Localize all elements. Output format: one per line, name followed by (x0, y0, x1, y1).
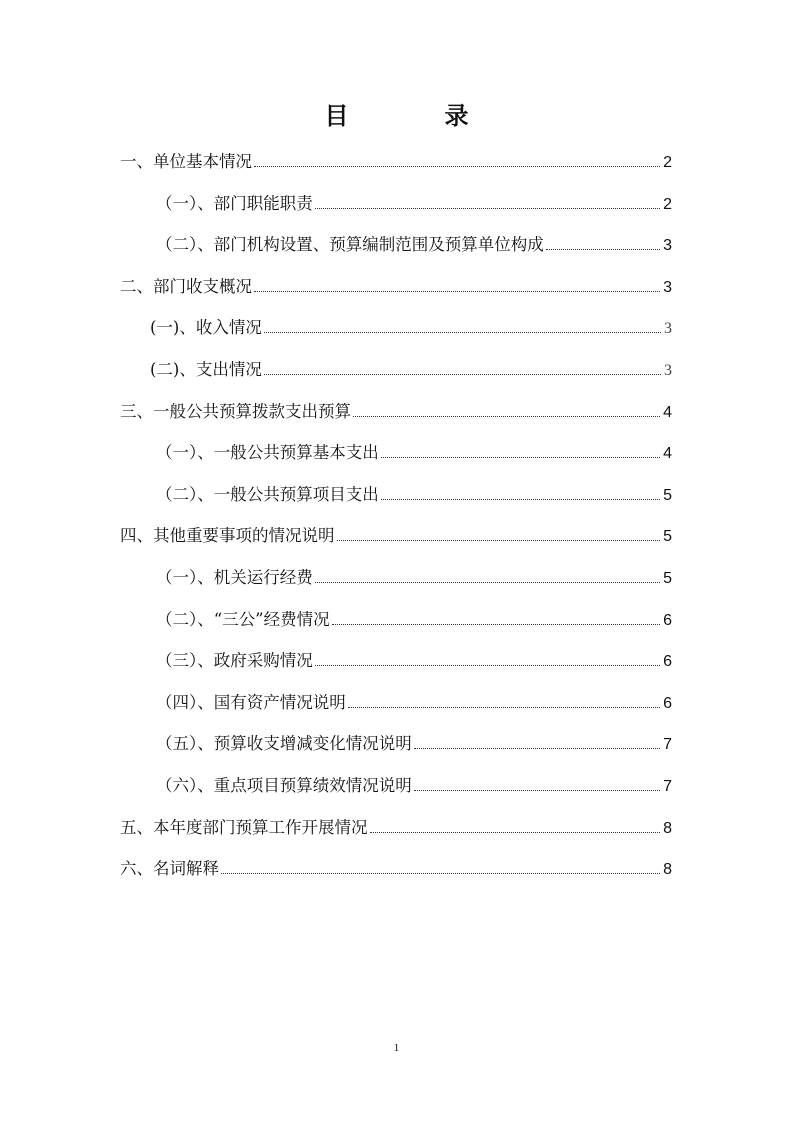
toc-entry-text: 五、本年度部门预算工作开展情况 (120, 817, 368, 837)
toc-entry-page: 4 (663, 403, 672, 421)
toc-dot-leader (370, 832, 661, 833)
toc-dot-leader (353, 416, 660, 417)
toc-dot-leader (546, 249, 660, 250)
toc-entry-other-matters[interactable] (120, 518, 672, 560)
toc-dot-leader (254, 291, 660, 292)
toc-entry-page: 5 (663, 569, 672, 587)
toc-entry-basic-expenditure[interactable] (156, 435, 672, 477)
toc-dot-leader (315, 208, 660, 209)
toc-title: 目 录 (324, 101, 505, 130)
toc-dot-leader (348, 707, 660, 708)
toc-entry-general-budget-expenditure[interactable] (120, 394, 672, 436)
toc-entry-text: （四）、国有资产情况说明 (156, 692, 346, 712)
toc-dot-leader (381, 499, 660, 500)
toc-entry-government-procurement[interactable] (156, 643, 672, 685)
toc-dot-leader (254, 166, 660, 167)
toc-dot-leader (381, 457, 660, 458)
toc-entry-text: 一、单位基本情况 (120, 152, 252, 171)
toc-entry-text: （二）、一般公共预算项目支出 (156, 484, 379, 504)
toc-entry-text: （一）、一般公共预算基本支出 (156, 443, 379, 463)
toc-entry-page: 6 (663, 694, 672, 712)
toc-entry-page: 3 (664, 361, 672, 379)
toc-entry-text: 六、名词解释 (120, 859, 219, 879)
toc-entry-text: （一）、机关运行经费 (156, 567, 313, 587)
toc-dot-leader (337, 540, 661, 541)
toc-entry-unit-basic-info[interactable] (120, 144, 672, 186)
toc-entry-glossary[interactable] (120, 851, 672, 893)
toc-entry-text: （六）、重点项目预算绩效情况说明 (156, 775, 412, 795)
toc-dot-leader (315, 582, 660, 583)
toc-entry-key-project-performance[interactable] (156, 768, 672, 810)
toc-entry-text: （二）、“三公”经费情况 (156, 609, 330, 629)
toc-entry-text: （二）、部门机构设置、预算编制范围及预算单位构成 (156, 235, 544, 255)
toc-list (0, 144, 793, 893)
toc-entry-page: 6 (663, 611, 672, 629)
toc-entry-expenditure[interactable] (150, 352, 672, 394)
toc-entry-budget-changes[interactable] (156, 726, 672, 768)
toc-entry-state-assets[interactable] (156, 685, 672, 727)
toc-dot-leader (221, 873, 660, 874)
toc-entry-page: 5 (663, 528, 672, 546)
toc-entry-page: 3 (663, 237, 672, 255)
toc-entry-text: （一）、部门职能职责 (156, 193, 313, 213)
toc-entry-text: （三）、政府采购情况 (156, 651, 313, 671)
toc-dot-leader (264, 332, 661, 333)
toc-entry-revenue-expenditure-overview[interactable] (120, 269, 672, 311)
toc-entry-text: 四、其他重要事项的情况说明 (120, 526, 335, 546)
toc-entry-department-structure[interactable] (156, 227, 672, 269)
toc-entry-page: 3 (664, 320, 672, 338)
toc-entry-page: 7 (663, 777, 672, 795)
toc-entry-page: 8 (663, 819, 672, 837)
toc-entry-operating-expenses[interactable] (156, 560, 672, 602)
toc-entry-page: 7 (663, 736, 672, 754)
toc-entry-revenue[interactable] (150, 310, 672, 352)
toc-dot-leader (315, 665, 660, 666)
toc-entry-department-functions[interactable] (156, 186, 672, 228)
page-number: 1 (393, 1042, 400, 1054)
toc-entry-text: (二)、支出情况 (150, 359, 262, 379)
toc-dot-leader (332, 624, 660, 625)
toc-entry-three-public-expenses[interactable] (156, 602, 672, 644)
toc-entry-text: （五）、预算收支增减变化情况说明 (156, 734, 412, 754)
toc-dot-leader (264, 374, 661, 375)
toc-entry-page: 2 (663, 154, 672, 171)
toc-dot-leader (414, 748, 660, 749)
toc-entry-page: 6 (663, 653, 672, 671)
toc-entry-text: 三、一般公共预算拨款支出预算 (120, 401, 351, 421)
toc-dot-leader (414, 790, 660, 791)
toc-entry-text: 二、部门收支概况 (120, 276, 252, 296)
toc-entry-page: 2 (663, 195, 672, 213)
toc-entry-page: 8 (663, 861, 672, 879)
toc-entry-page: 4 (663, 445, 672, 463)
toc-entry-annual-budget-work[interactable] (120, 810, 672, 852)
toc-entry-page: 3 (663, 278, 672, 296)
toc-entry-project-expenditure[interactable] (156, 477, 672, 519)
toc-entry-text: (一)、收入情况 (150, 318, 262, 338)
toc-entry-page: 5 (663, 486, 672, 504)
